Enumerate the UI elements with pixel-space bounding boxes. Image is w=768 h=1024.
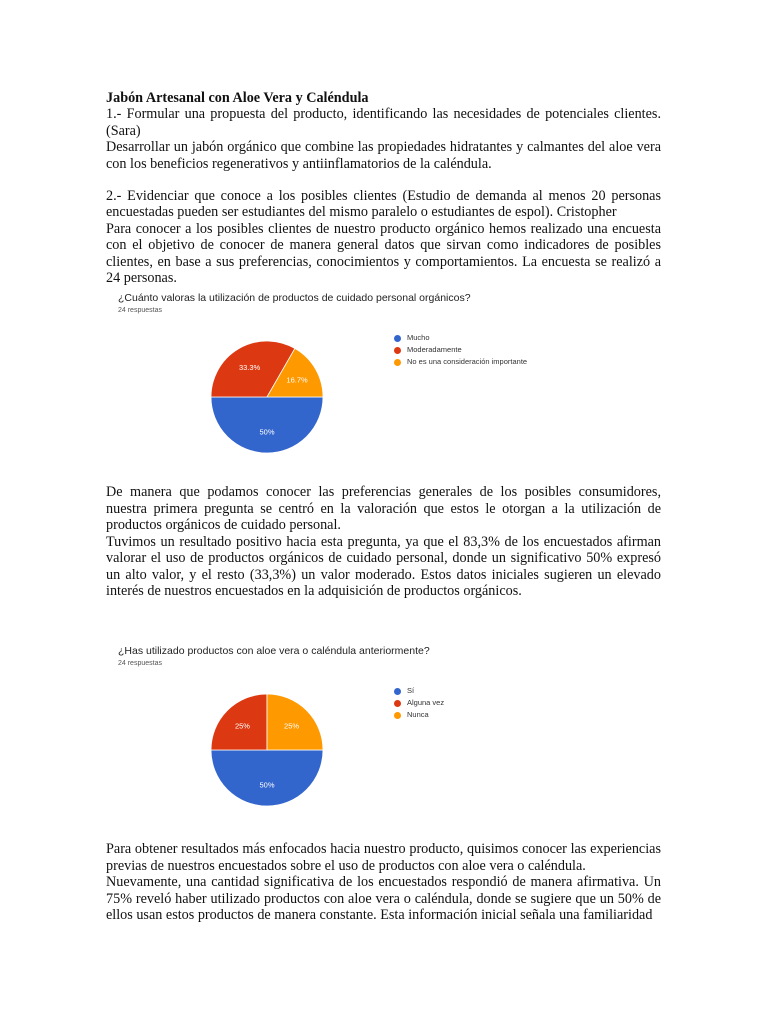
legend-swatch <box>394 712 401 719</box>
legend-item-1 <box>394 332 527 344</box>
pie-slice-1 <box>211 750 323 806</box>
chart-2-title: ¿Has utilizado productos con aloe vera o caléndula anteriormente? <box>118 645 430 658</box>
chart-1-subtitle: 24 respuestas <box>118 307 162 315</box>
pie-slice-label-3: 16.7% <box>286 376 308 386</box>
legend-item-3 <box>394 709 444 721</box>
legend-label: Nunca <box>407 710 429 720</box>
paragraph-6: Tuvimos un resultado positivo hacia esta pregunta, ya que el 83,3% de los encuestados afirman valorar el uso de productos orgánicos de cuidado personal, donde un significativo 50% expresó un alto valor, y el resto (33,3%) un valor moderado. Estos datos iniciales sugieren un elevado interés de nuestros encuestados en la adquisición de productos orgánicos. <box>106 533 661 599</box>
legend-label: Alguna vez <box>407 698 445 708</box>
pie-slice-1 <box>211 397 323 453</box>
chart-2-pie <box>202 685 332 815</box>
pie-chart-2 <box>118 645 548 835</box>
chart-2-legend <box>394 685 444 721</box>
document-title: Jabón Artesanal con Aloe Vera y Caléndula <box>106 90 369 106</box>
legend-label: Moderadamente <box>407 345 462 355</box>
paragraph-5: De manera que podamos conocer las preferencias generales de los posibles consumidores, nuestra primera pregunta se centró en la valoración que estos le otorgan a la utilización de productos orgánicos de cuidado personal. <box>106 484 661 534</box>
legend-item-2 <box>394 344 527 356</box>
pie-slice-label-3: 25% <box>284 721 300 731</box>
legend-swatch <box>394 700 401 707</box>
chart-1-pie <box>202 332 332 462</box>
legend-label: Sí <box>407 686 415 696</box>
legend-swatch <box>394 359 401 366</box>
legend-item-2 <box>394 697 444 709</box>
pie-chart-1 <box>118 292 548 482</box>
legend-item-3 <box>394 356 527 368</box>
paragraph-2: Desarrollar un jabón orgánico que combine las propiedades hidratantes y calmantes del aloe vera con los beneficios regenerativos y antiinflamatorios de la caléndula. <box>106 139 661 172</box>
chart-1-title: ¿Cuánto valoras la utilización de productos de cuidado personal orgánicos? <box>118 292 471 305</box>
pie-slice-label-2: 33.3% <box>238 363 261 373</box>
paragraph-1: 1.- Formular una propuesta del producto, identificando las necesidades de potenciales clientes. (Sara) <box>106 106 661 139</box>
chart-2-subtitle: 24 respuestas <box>118 660 162 668</box>
legend-swatch <box>394 688 401 695</box>
chart-1-legend <box>394 332 527 368</box>
legend-label: No es una consideración importante <box>407 357 528 367</box>
document-page <box>106 90 661 923</box>
legend-swatch <box>394 335 401 342</box>
pie-slice-label-1: 50% <box>259 781 275 791</box>
legend-swatch <box>394 347 401 354</box>
paragraph-3: 2.- Evidenciar que conoce a los posibles clientes (Estudio de demanda al menos 20 personas encuestadas pueden ser estudiantes del mismo paralelo o estudiantes de espol). Cristopher <box>106 188 661 221</box>
paragraph-4: Para conocer a los posibles clientes de nuestro producto orgánico hemos realizado una encuesta con el objetivo de conocer de manera general datos que sirvan como indicadores de posibles clientes, en base a sus preferencias, conocimientos y comportamientos. La encuesta se realizó a 24 personas. <box>106 220 661 287</box>
legend-item-1 <box>394 685 444 697</box>
paragraph-8: Nuevamente, una cantidad significativa de los encuestados respondió de manera afirmativa. Un 75% reveló haber utilizado productos con aloe vera o caléndula, donde se sugiere que un 50% de ellos usan estos productos de manera constante. Esta información inicial señala una familiaridad <box>106 874 661 923</box>
legend-label: Mucho <box>407 333 430 343</box>
paragraph-7: Para obtener resultados más enfocados hacia nuestro producto, quisimos conocer las experiencias previas de nuestros encuestados sobre el uso de productos con aloe vera o caléndula. <box>106 841 661 874</box>
pie-slice-label-1: 50% <box>259 428 275 438</box>
pie-slice-label-2: 25% <box>234 721 250 731</box>
